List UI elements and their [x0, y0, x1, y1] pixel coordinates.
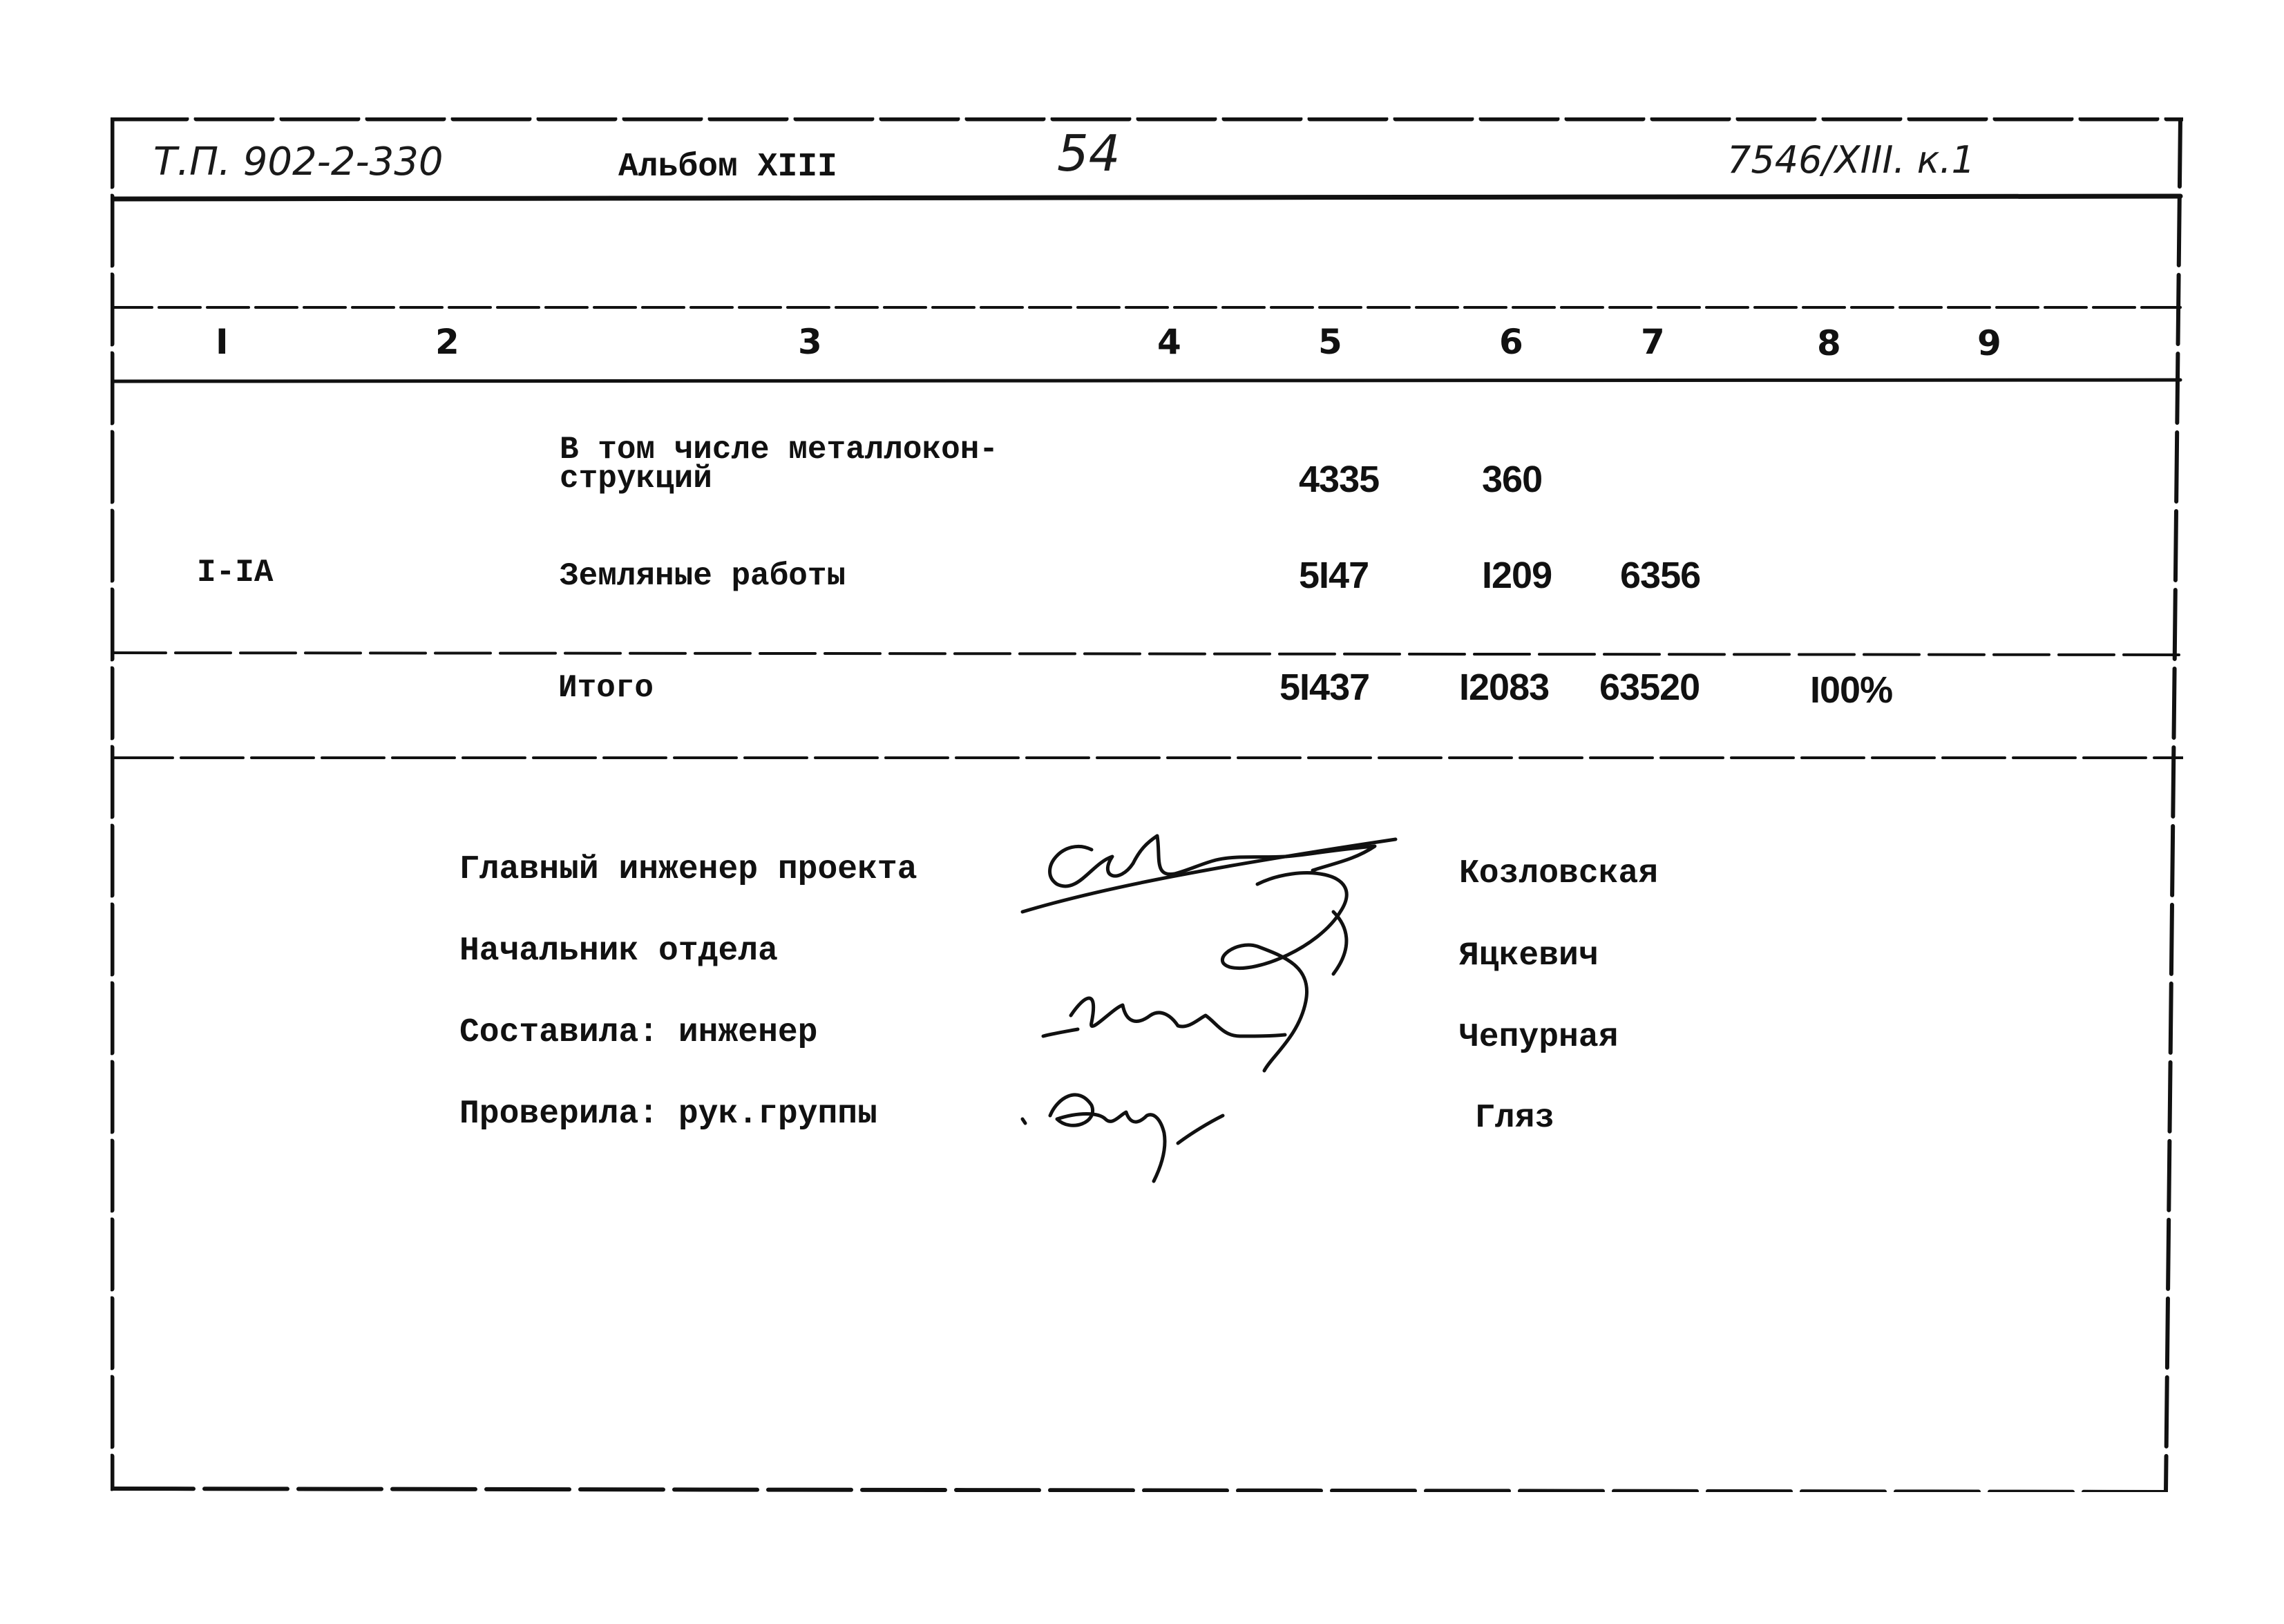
total-col6-value: I2083 — [1459, 667, 1550, 708]
row-section-code: I-IA — [197, 555, 274, 591]
document-sheet — [111, 117, 2183, 1492]
signatory-role: Проверила: рук.группы — [459, 1096, 877, 1133]
row-col6-value: 360 — [1482, 459, 1543, 500]
page-number: 54 — [1057, 124, 1121, 182]
total-col8-value: I00% — [1810, 669, 1893, 711]
row-description-line1: В том числе металлокон- — [560, 432, 998, 468]
signatory-name: Гляз — [1475, 1100, 1555, 1137]
col-num-9: 9 — [1977, 323, 2001, 363]
signatory-name: Яцкевич — [1459, 937, 1599, 975]
col-num-3: 3 — [798, 322, 822, 362]
total-col7-value: 63520 — [1599, 667, 1700, 708]
handwritten-signatures — [1009, 808, 1492, 1195]
row-col5-value: 5I47 — [1299, 555, 1369, 596]
archive-code: 7546/XIII. к.1 — [1727, 138, 1975, 182]
signatory-role: Составила: инженер — [459, 1014, 818, 1051]
table-frame — [111, 117, 2183, 1492]
project-code: Т.П. 902-2-330 — [153, 140, 444, 184]
col-num-6: 6 — [1499, 322, 1523, 362]
col-num-4: 4 — [1157, 322, 1181, 362]
signatory-name: Козловская — [1459, 855, 1659, 892]
signatory-name: Чепурная — [1459, 1019, 1619, 1056]
row-col7-value: 6356 — [1620, 555, 1701, 596]
col-num-5: 5 — [1318, 322, 1342, 362]
total-label: Итого — [558, 670, 654, 706]
row-col6-value: I209 — [1482, 555, 1552, 596]
col-num-7: 7 — [1641, 322, 1665, 362]
col-num-8: 8 — [1817, 323, 1841, 363]
album-label: Альбом XIII — [618, 149, 837, 186]
row-description: Земляные работы — [560, 558, 846, 594]
row-description-line2: струкций — [560, 461, 712, 497]
row-col5-value: 4335 — [1299, 459, 1380, 500]
total-col5-value: 5I437 — [1279, 667, 1370, 708]
signatory-role: Начальник отдела — [459, 933, 778, 970]
signatory-role: Главный инженер проекта — [459, 851, 917, 888]
col-num-2: 2 — [435, 322, 459, 362]
col-num-1: I — [216, 322, 229, 362]
